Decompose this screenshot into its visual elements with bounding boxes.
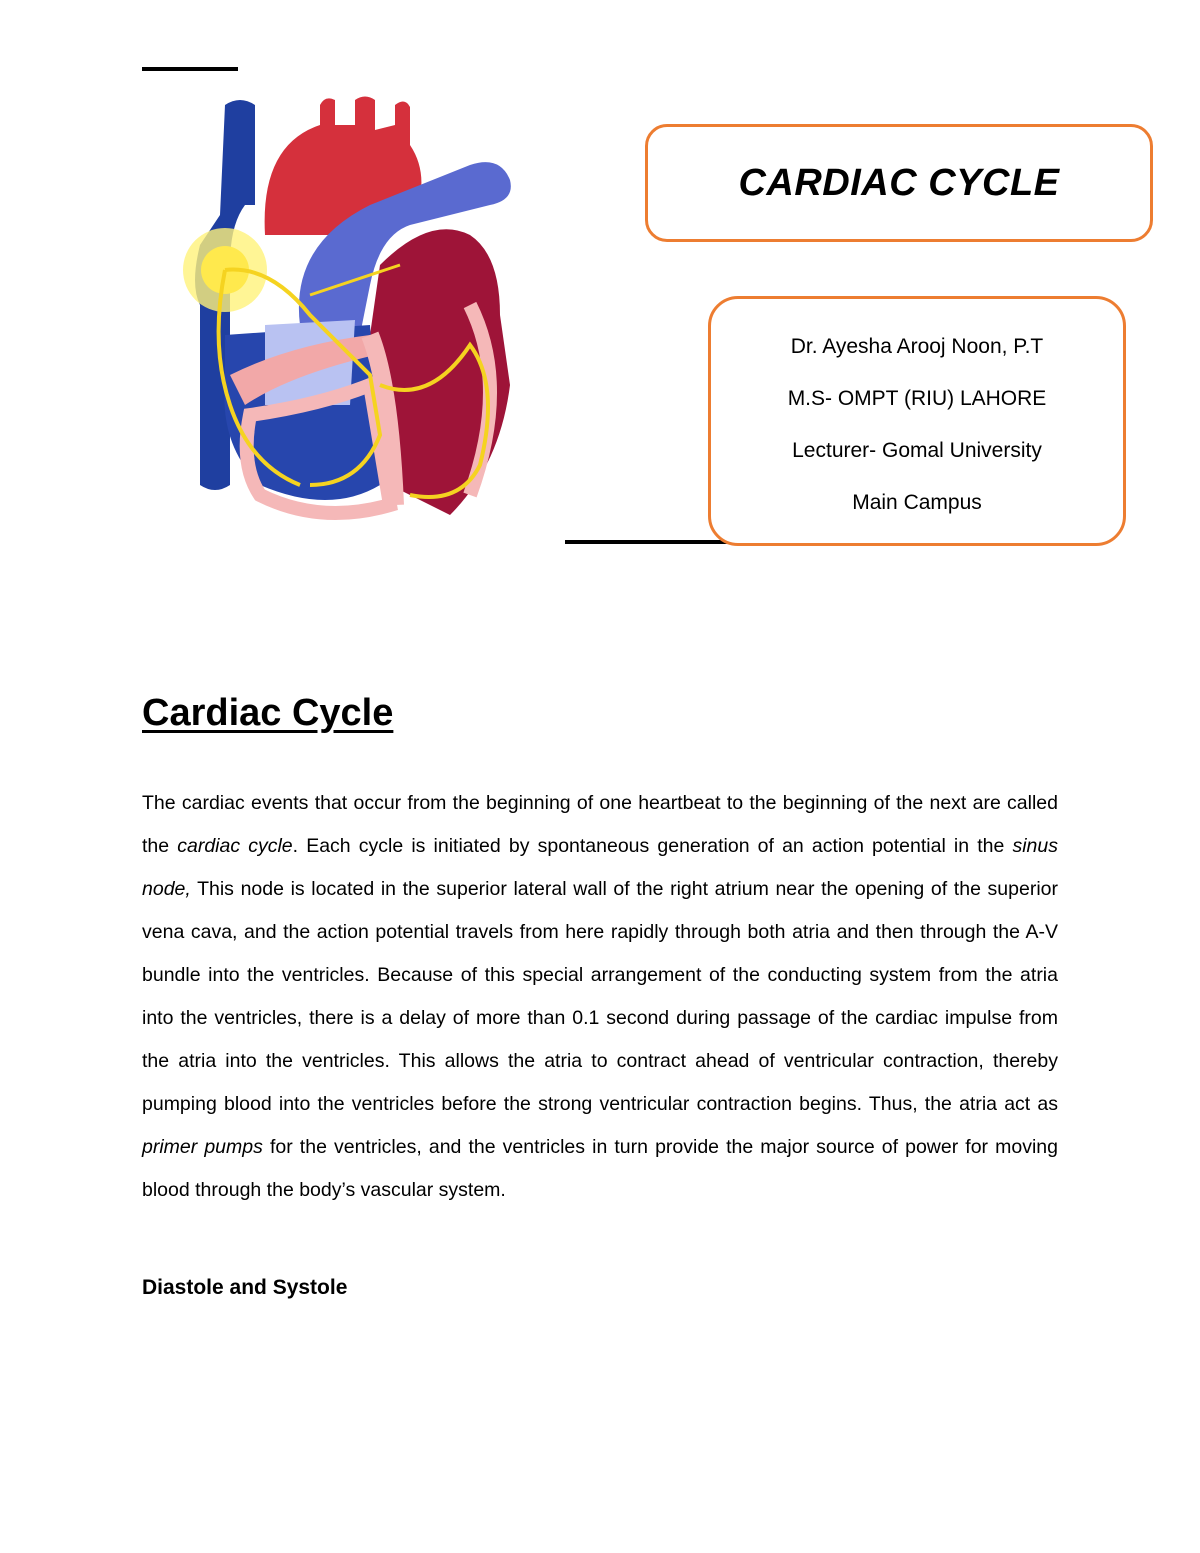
term-cardiac-cycle: cardiac cycle <box>177 835 293 857</box>
author-position: Lecturer- Gomal University <box>792 439 1042 462</box>
author-degree: M.S- OMPT (RIU) LAHORE <box>787 387 1047 410</box>
heart-illustration <box>170 85 530 535</box>
term-sinus-node: sinus node, <box>142 835 1058 900</box>
heart-conduction-icon <box>170 85 530 535</box>
body-paragraph <box>142 782 1058 1212</box>
author-campus: Main Campus <box>852 491 982 514</box>
title-box <box>645 124 1153 242</box>
section-heading: Cardiac Cycle <box>142 692 394 734</box>
author-box <box>708 296 1126 546</box>
paragraph-text-1: The cardiac events that occur from the beginning of one heartbeat to the beginning of the next are called the <box>142 792 1058 857</box>
top-rule <box>142 67 238 71</box>
author-name: Dr. Ayesha Arooj Noon, P.T <box>790 335 1044 358</box>
paragraph-text-3: This node is located in the superior lateral wall of the right atrium near the opening of the superior vena cava, and the action potential travels from here rapidly through both atria and then through the A-V bundle into the ventricles. Because of this special arrangement of the conducting system from the atria into the ventricles, there is a delay of more than 0.1 second during passage of the cardiac impulse from the atria into the ventricles. This allows the atria to contract ahead of ventricular contraction, thereby pumping blood into the ventricles before the strong ventricular contraction begins. Thus, the atria act as <box>142 878 1058 1115</box>
sub-heading: Diastole and Systole <box>142 1276 348 1299</box>
paragraph-text-4: for the ventricles, and the ventricles in turn provide the major source of power for moving blood through the body’s vascular system. <box>142 1136 1059 1201</box>
paragraph-text-2: . Each cycle is initiated by spontaneous generation of an action potential in the <box>292 835 1013 857</box>
document-title: CARDIAC CYCLE <box>738 161 1060 204</box>
term-primer-pumps: primer pumps <box>142 1136 263 1158</box>
mid-rule <box>565 540 740 544</box>
